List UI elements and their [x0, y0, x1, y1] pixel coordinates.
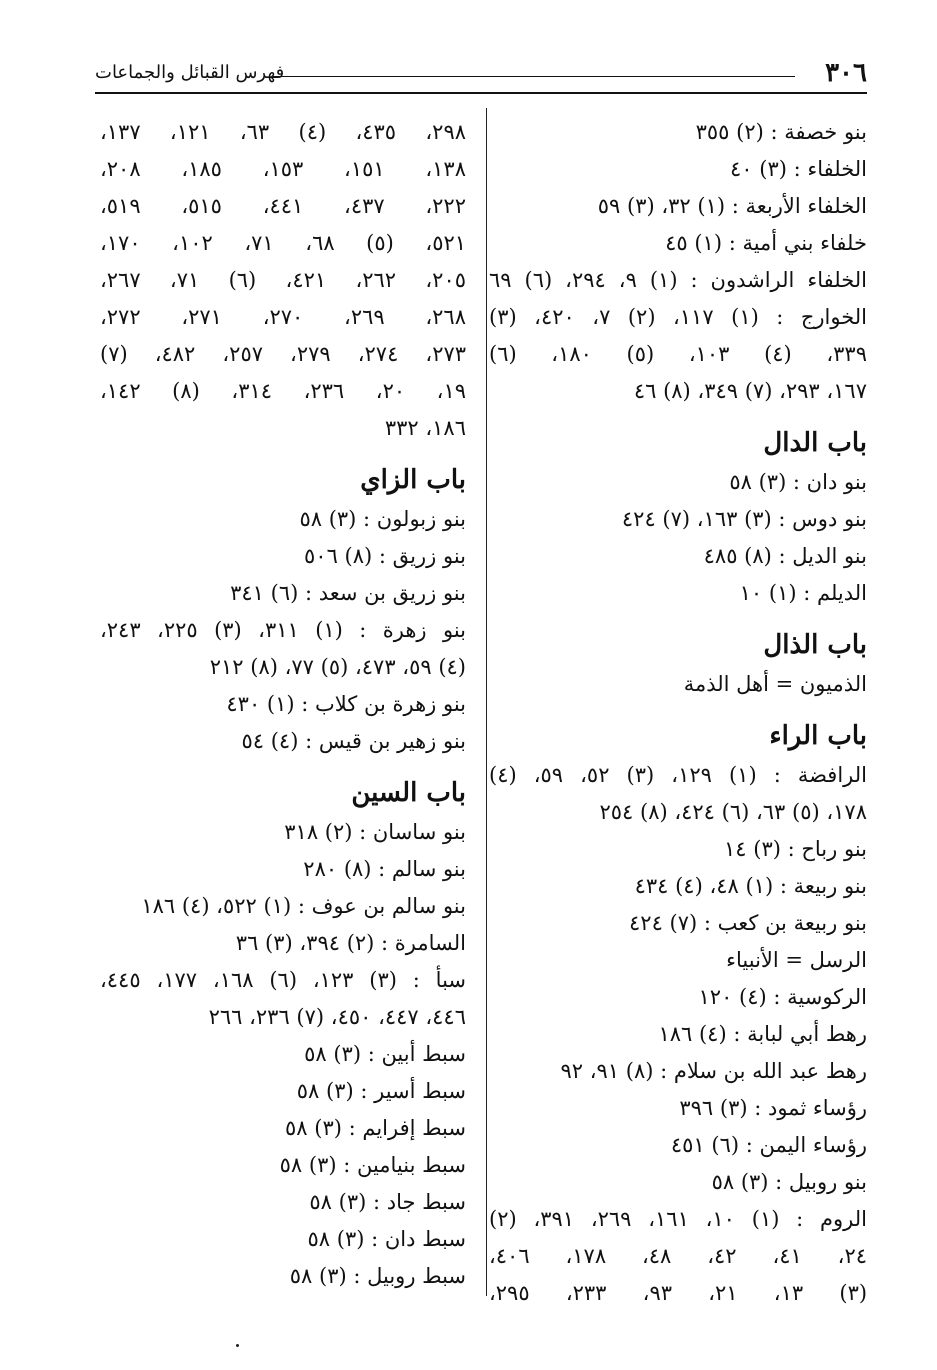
index-entry: بنو رباح : (٣) ١٤ — [724, 837, 867, 861]
index-entry: رؤساء ثمود : (٣) ٣٩٦ — [679, 1096, 867, 1120]
index-entry: سبأ : (٣) ١٢٣، (٦) ١٦٨، ١٧٧، ٤٤٥، — [100, 968, 467, 992]
section-heading: باب السين — [351, 778, 466, 808]
index-entry: سبط روبيل : (٣) ٥٨ — [289, 1264, 466, 1288]
index-entry: خلفاء بني أمية : (١) ٤٥ — [665, 231, 867, 255]
index-entry: الركوسية : (٤) ١٢٠ — [698, 985, 867, 1009]
index-entry: ١٩، ٢٠، ٢٣٦، ٣١٤، (٨) ١٤٢، — [100, 379, 467, 403]
section-heading: باب الراء — [769, 721, 867, 751]
header-dash — [273, 76, 795, 77]
index-entry: الذميون = أهل الذمة — [683, 672, 867, 696]
right-column — [489, 114, 867, 1312]
section-heading: باب الزاي — [360, 465, 466, 495]
index-entry: رهط عبد الله بن سلام : (٨) ٩١، ٩٢ — [560, 1059, 867, 1083]
left-column — [100, 114, 466, 1295]
index-entry: ٢٢٢، ٤٣٧، ٤٤١، ٥١٥، ٥١٩، — [100, 194, 466, 218]
page-speck — [236, 1344, 239, 1347]
running-title: فهرس القبائل والجماعات — [95, 62, 285, 83]
index-entry: رهط أبي لبابة : (٤) ١٨٦ — [658, 1022, 867, 1046]
index-entry: بنو خصفة : (٢) ٣٥٥ — [695, 120, 867, 144]
index-entry: سبط دان : (٣) ٥٨ — [307, 1227, 466, 1251]
index-entry: (٤) ٥٩، ٤٧٣، (٥) ٧٧، (٨) ٢١٢ — [209, 655, 466, 679]
index-entry: بنو سالم : (٨) ٢٨٠ — [303, 857, 466, 881]
index-entry: ٢٧٣، ٢٧٤، ٢٧٩، ٢٥٧، ٤٨٢، (٧) — [100, 342, 467, 366]
index-entry: رؤساء اليمن : (٦) ٤٥١ — [670, 1133, 867, 1157]
index-entry: الرافضة : (١) ١٢٩، (٣) ٥٢، ٥٩، (٤) — [489, 763, 868, 787]
header-rule — [95, 92, 867, 94]
index-entry: ١٧٨، (٥) ٦٣، (٦) ٤٢٤، (٨) ٢٥٤ — [599, 800, 867, 824]
index-entry: الروم : (١) ١٠، ١٦١، ٢٦٩، ٣٩١، (٢) — [489, 1207, 867, 1231]
index-entry: سبط بنيامين : (٣) ٥٨ — [279, 1153, 466, 1177]
index-entry: (٣) ١٣، ٢١، ٩٣، ٢٣٣، ٢٩٥، — [489, 1281, 868, 1305]
index-entry: الخلفاء الأربعة : (١) ٣٢، (٣) ٥٩ — [597, 194, 867, 218]
index-entry: السامرة : (٢) ٣٩٤، (٣) ٣٦ — [235, 931, 466, 955]
index-entry: ٢٤، ٤١، ٤٢، ٤٨، ١٧٨، ٤٠٦، — [489, 1244, 867, 1268]
index-entry: سبط أسير : (٣) ٥٨ — [296, 1079, 466, 1103]
index-entry: ٢٦٨، ٢٦٩، ٢٧٠، ٢٧١، ٢٧٢، — [100, 305, 466, 329]
index-entry: بنو زهرة بن كلاب : (١) ٤٣٠ — [226, 692, 466, 716]
index-entry: الخوارج : (١) ١١٧، (٢) ٧، ٤٢٠، (٣) — [489, 305, 868, 329]
index-entry: الخلفاء الراشدون : (١) ٩، ٢٩٤، (٦) ٦٩ — [489, 268, 867, 292]
index-entry: ٢٠٥، ٢٦٢، ٤٢١، (٦) ٧١، ٢٦٧، — [100, 268, 467, 292]
index-entry: بنو زبولون : (٣) ٥٨ — [299, 507, 466, 531]
index-entry: بنو سالم بن عوف : (١) ٥٢٢، (٤) ١٨٦ — [141, 894, 466, 918]
index-entry: سبط أبين : (٣) ٥٨ — [304, 1042, 466, 1066]
index-entry: بنو ربيعة بن كعب : (٧) ٤٢٤ — [629, 911, 867, 935]
index-entry: ٥٢١، (٥) ٦٨، ٧١، ١٠٢، ١٧٠، — [100, 231, 467, 255]
index-entry: سبط إفرايم : (٣) ٥٨ — [285, 1116, 466, 1140]
index-entry: بنو الديل : (٨) ٤٨٥ — [703, 544, 867, 568]
running-header — [95, 58, 867, 90]
index-entry: بنو روبيل : (٣) ٥٨ — [711, 1170, 867, 1194]
index-entry: ٢٩٨، ٤٣٥، (٤) ٦٣، ١٢١، ١٣٧، — [100, 120, 467, 144]
index-entry: بنو ربيعة : (١) ٤٨، (٤) ٤٣٤ — [634, 874, 867, 898]
section-heading: باب الذال — [763, 630, 867, 660]
index-entry: ١٣٨، ١٥١، ١٥٣، ١٨٥، ٢٠٨، — [100, 157, 466, 181]
index-entry: بنو دان : (٣) ٥٨ — [729, 470, 867, 494]
index-entry: سبط جاد : (٣) ٥٨ — [309, 1190, 466, 1214]
index-entry: ١٨٦، ٣٣٢ — [384, 416, 466, 440]
index-entry: بنو زهير بن قيس : (٤) ٥٤ — [241, 729, 466, 753]
section-heading: باب الدال — [763, 428, 867, 458]
index-entry: ٤٤٦، ٤٤٧، ٤٥٠، (٧) ٢٣٦، ٢٦٦ — [208, 1005, 466, 1029]
index-entry: ١٦٧، ٢٩٣، (٧) ٣٤٩، (٨) ٤٦ — [633, 379, 867, 403]
index-entry: بنو زهرة : (١) ٣١١، (٣) ٢٢٥، ٢٤٣، — [100, 618, 466, 642]
index-entry: ٣٣٩، (٤) ١٠٣، (٥) ١٨٠، (٦) — [489, 342, 867, 366]
column-divider — [486, 108, 487, 1296]
index-entry: بنو زريق بن سعد : (٦) ٣٤١ — [230, 581, 466, 605]
page-number: ٣٠٦ — [825, 58, 867, 88]
index-entry: بنو زريق : (٨) ٥٠٦ — [304, 544, 466, 568]
index-entry: الديلم : (١) ١٠ — [739, 581, 867, 605]
index-entry: بنو دوس : (٣) ١٦٣، (٧) ٤٢٤ — [621, 507, 867, 531]
index-entry: بنو ساسان : (٢) ٣١٨ — [284, 820, 466, 844]
index-entry: الرسل = الأنبياء — [726, 948, 867, 972]
index-entry: الخلفاء : (٣) ٤٠ — [730, 157, 867, 181]
